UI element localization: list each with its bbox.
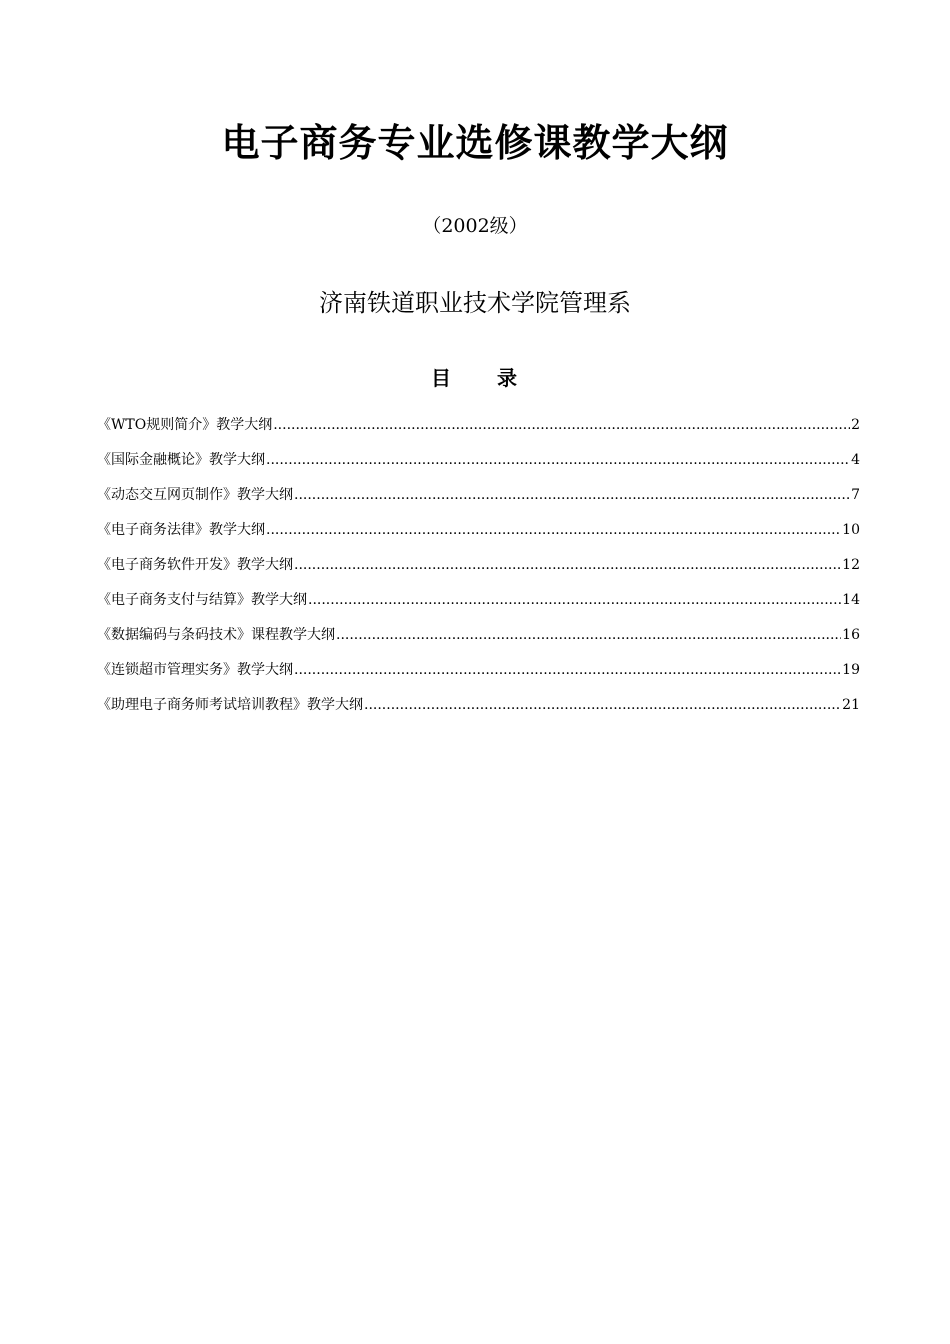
toc-entry-page: 10 xyxy=(842,522,860,538)
toc-entry-page: 12 xyxy=(842,557,860,573)
toc-entry-page: 19 xyxy=(842,662,860,678)
toc-entry-title: 《助理电子商务师考试培训教程》教学大纲 xyxy=(97,697,363,713)
toc-entry-page: 16 xyxy=(842,627,860,643)
toc-heading: 目 录 xyxy=(431,366,519,390)
toc-leader-dots xyxy=(364,693,841,717)
toc-entry[interactable] xyxy=(97,448,860,483)
toc-entry-title: 《数据编码与条码技术》课程教学大纲 xyxy=(97,627,335,643)
toc-leader-dots xyxy=(294,553,841,577)
toc-entry-title: 《连锁超市管理实务》教学大纲 xyxy=(97,662,293,678)
toc-entry[interactable] xyxy=(97,483,860,518)
toc-entry-page: 14 xyxy=(842,592,860,608)
toc-leader-dots xyxy=(294,658,841,682)
toc-entry[interactable] xyxy=(97,553,860,588)
toc-entry-title: 《电子商务支付与结算》教学大纲 xyxy=(97,592,307,608)
toc-entry[interactable] xyxy=(97,623,860,658)
toc-entry-title: 《WTO规则简介》教学大纲 xyxy=(97,417,273,433)
toc-entry[interactable] xyxy=(97,658,860,693)
toc-entry-page: 7 xyxy=(851,487,860,503)
department-name: 济南铁道职业技术学院管理系 xyxy=(319,289,631,317)
toc-leader-dots xyxy=(294,483,850,507)
toc-entry-title: 《动态交互网页制作》教学大纲 xyxy=(97,487,293,503)
toc-entry[interactable] xyxy=(97,413,860,448)
table-of-contents xyxy=(97,413,860,728)
toc-entry[interactable] xyxy=(97,588,860,623)
toc-leader-dots xyxy=(266,448,850,472)
toc-leader-dots xyxy=(308,588,841,612)
toc-entry[interactable] xyxy=(97,518,860,553)
toc-leader-dots xyxy=(336,623,841,647)
toc-entry-page: 2 xyxy=(851,417,860,433)
toc-entry-title: 《国际金融概论》教学大纲 xyxy=(97,452,265,468)
toc-entry[interactable] xyxy=(97,693,860,728)
toc-entry-title: 《电子商务法律》教学大纲 xyxy=(97,522,265,538)
grade-label: （2002级） xyxy=(422,215,528,237)
toc-leader-dots xyxy=(273,413,850,437)
toc-leader-dots xyxy=(266,518,841,542)
toc-entry-title: 《电子商务软件开发》教学大纲 xyxy=(97,557,293,573)
toc-entry-page: 4 xyxy=(851,452,860,468)
toc-entry-page: 21 xyxy=(842,697,860,713)
document-title: 电子商务专业选修课教学大纲 xyxy=(221,121,729,165)
